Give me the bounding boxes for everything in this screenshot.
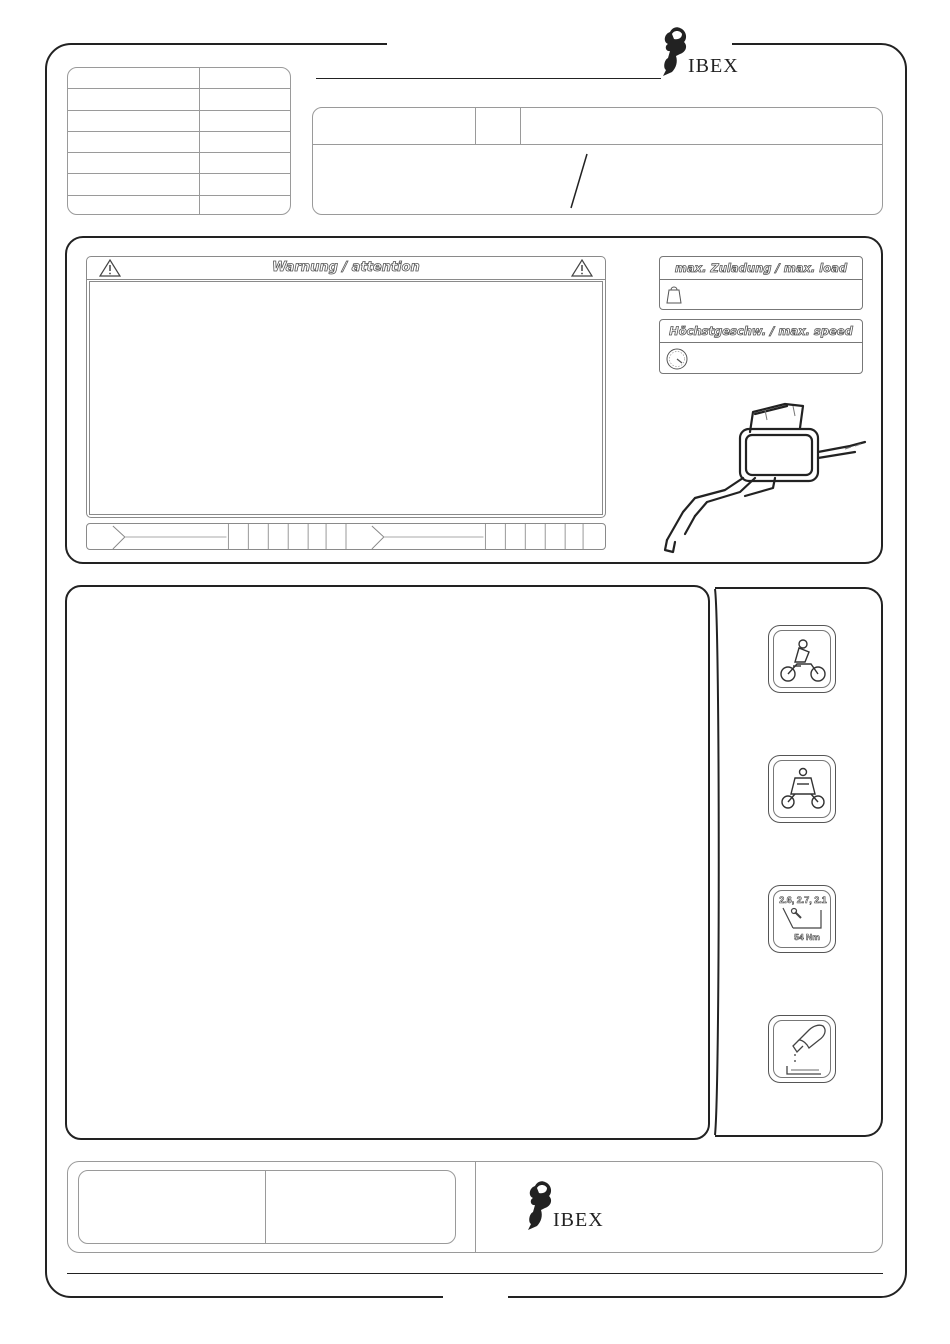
footer-divider bbox=[265, 1171, 266, 1243]
torque-values: 2.6, 2.7, 2.1 bbox=[779, 895, 827, 905]
sidebar-edge bbox=[710, 587, 722, 1137]
torque-spec: 54 Nm bbox=[794, 932, 820, 942]
warning-title: Warnung / attention bbox=[272, 260, 420, 275]
max-speed-box bbox=[659, 319, 863, 374]
oil-icon-box bbox=[768, 1015, 836, 1083]
warning-triangle-icon bbox=[571, 259, 593, 277]
model-info-box bbox=[312, 107, 883, 215]
ibex-goat-icon bbox=[660, 24, 690, 78]
wrench-icon bbox=[779, 906, 827, 934]
max-speed-title: Höchstgeschw. / max. speed bbox=[660, 320, 862, 343]
footer-divider bbox=[475, 1162, 476, 1252]
warning-box bbox=[86, 256, 606, 518]
info-divider bbox=[475, 108, 476, 144]
side-rack-drawing bbox=[655, 392, 870, 557]
brand-wordmark-top: IBEX bbox=[688, 55, 739, 77]
passenger-icon-box bbox=[768, 755, 836, 823]
speedometer-icon bbox=[665, 347, 689, 371]
title-line bbox=[316, 78, 661, 79]
weight-icon bbox=[665, 285, 683, 305]
parts-grid bbox=[67, 67, 291, 215]
info-divider bbox=[520, 108, 521, 144]
oil-bottle-icon bbox=[779, 1022, 829, 1080]
footer-info-box bbox=[78, 1170, 456, 1244]
arrow-segments bbox=[87, 524, 605, 550]
instruction-area bbox=[65, 585, 710, 1140]
brand-wordmark-footer: IBEX bbox=[553, 1209, 604, 1231]
info-header-row bbox=[313, 108, 882, 145]
article-number-bar bbox=[86, 523, 606, 550]
frame-gap-bottom bbox=[443, 1294, 508, 1300]
warning-header bbox=[87, 257, 605, 280]
warning-triangle-icon bbox=[99, 259, 121, 277]
slash-mark bbox=[563, 152, 593, 210]
ibex-goat-icon bbox=[525, 1178, 555, 1232]
rider-icon-box bbox=[768, 625, 836, 693]
brand-logo-top bbox=[660, 24, 739, 78]
max-load-title: max. Zuladung / max. load bbox=[660, 257, 862, 280]
rider-icon bbox=[777, 636, 829, 684]
max-load-box bbox=[659, 256, 863, 310]
torque-icon-box bbox=[768, 885, 836, 953]
bottom-rule bbox=[67, 1273, 883, 1274]
warning-body bbox=[89, 281, 603, 515]
passenger-icon bbox=[777, 766, 829, 814]
brand-logo-footer bbox=[525, 1178, 604, 1232]
